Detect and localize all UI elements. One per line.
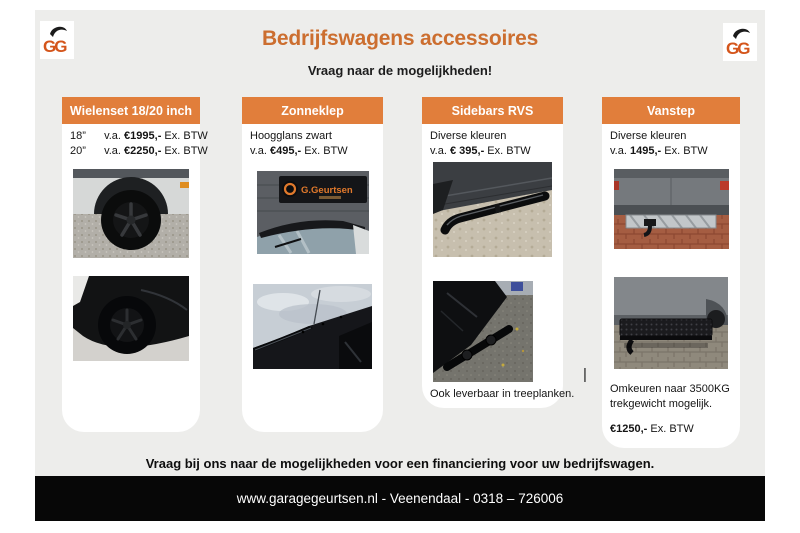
column-card-wielenset — [62, 124, 208, 432]
price-prefix: v.a. — [610, 145, 627, 157]
column-card-zonneklep — [242, 124, 383, 432]
price-value: € 395,- — [449, 145, 485, 157]
footer-bar — [35, 476, 765, 521]
product-description: Hoogglans zwart — [250, 130, 332, 142]
wheel-size-label: 20” — [70, 145, 86, 157]
column-sidebars — [422, 97, 575, 408]
column-header-vanstep: Vanstep — [602, 97, 740, 124]
tax-label: Ex. BTW — [304, 145, 348, 157]
photo-wheel-black-car — [73, 276, 189, 361]
column-header-sidebars: Sidebars RVS — [422, 97, 563, 124]
column-header-wielenset: Wielenset 18/20 inch — [62, 97, 200, 124]
price-prefix: v.a. — [104, 130, 121, 142]
tax-label: Ex. BTW — [650, 423, 694, 435]
column-wielenset — [62, 97, 208, 432]
price-row — [242, 144, 383, 159]
price-prefix: v.a. — [104, 145, 121, 157]
column-vanstep — [602, 97, 740, 448]
photo-rear-step-silver — [614, 169, 729, 249]
tax-label: Ex. BTW — [164, 130, 208, 142]
logo-letters: GG — [43, 37, 66, 56]
tax-label: Ex. BTW — [164, 145, 208, 157]
upgrade-note-line2: trekgewicht mogelijk. — [610, 398, 713, 410]
column-zonneklep — [242, 97, 383, 432]
column-card-vanstep — [602, 124, 740, 448]
page-title: Bedrijfswagens accessoires — [261, 27, 539, 50]
photo-visor-sky — [253, 284, 372, 369]
price-row-20 — [62, 144, 208, 159]
upgrade-note-line1: Omkeuren naar 3500KG — [610, 383, 730, 395]
photo-sidebar-stone-floor — [433, 162, 552, 257]
column-card-sidebars — [422, 124, 575, 408]
price-value: €1995,- — [124, 130, 162, 142]
photo-visor-garage-sign — [257, 171, 369, 254]
product-description: Diverse kleuren — [430, 130, 507, 142]
price-row — [602, 144, 740, 159]
tax-label: Ex. BTW — [487, 145, 531, 157]
photo-sidebar-asphalt — [433, 281, 533, 382]
treeplanken-note: Ook leverbaar in treeplanken. — [430, 388, 575, 400]
price-prefix: v.a. — [250, 145, 267, 157]
photo-rear-step-black-grate — [614, 277, 728, 369]
price-row-2 — [602, 422, 740, 437]
product-description: Diverse kleuren — [610, 130, 687, 142]
footer-contact-text: www.garagegeurtsen.nl - Veenendaal - 0318 – 726006 — [236, 491, 564, 506]
photo-wheel-silver-van — [73, 169, 189, 258]
wheel-size-label: 18” — [70, 130, 86, 142]
text-cursor-artifact: | — [583, 366, 587, 383]
tax-label: Ex. BTW — [664, 145, 708, 157]
price-value: €1250,- — [610, 423, 648, 435]
price-value: €495,- — [269, 145, 302, 157]
page-subtitle: Vraag naar de mogelijkheden! — [307, 63, 493, 78]
column-header-zonneklep: Zonneklep — [242, 97, 383, 124]
price-row-18 — [62, 129, 208, 144]
price-value: €2250,- — [124, 145, 162, 157]
sign-text: G.Geurtsen — [300, 185, 353, 196]
financing-note: Vraag bij ons naar de mogelijkheden voor een financiering voor uw bedrijfswagen. — [145, 456, 655, 471]
price-value: 1495,- — [629, 145, 662, 157]
logo-letters: GG — [726, 39, 749, 58]
price-row — [422, 144, 563, 159]
price-prefix: v.a. — [430, 145, 447, 157]
